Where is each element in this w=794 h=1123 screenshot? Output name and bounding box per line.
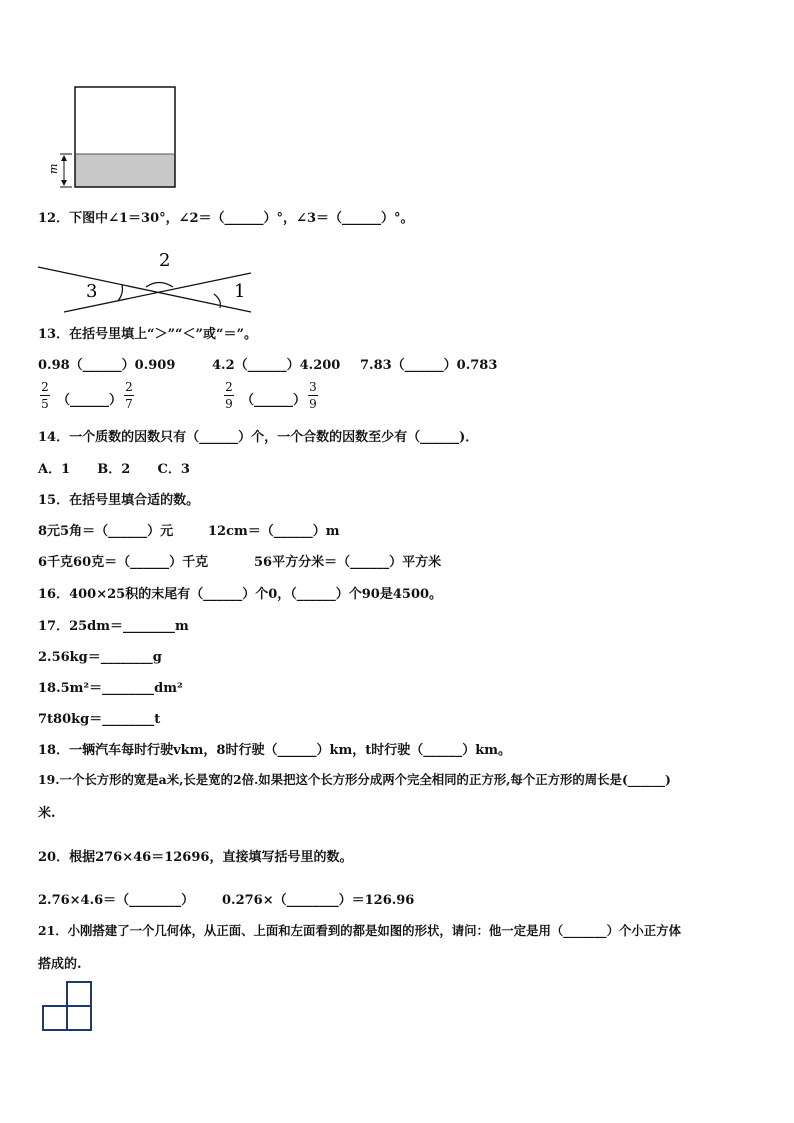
angle-figure (36, 245, 256, 315)
q13-item-3: 7.83（______）0.783 (360, 358, 498, 373)
q15-text: 15．在括号里填合适的数。 (38, 493, 200, 508)
q17-line-1: 17．25dm＝________m (38, 619, 189, 634)
fraction-2-7: 2 7 (125, 380, 133, 411)
q15-item-1: 8元5角＝（______）元 (38, 524, 174, 539)
square-bottom-left (43, 1006, 67, 1030)
fraction-3-9: 3 9 (309, 380, 317, 411)
q21-line-2: 搭成的. (38, 957, 82, 972)
angle-1-label: 1 (234, 281, 246, 302)
q20-item-1: 2.76×4.6＝（________） (38, 893, 195, 908)
container-figure (44, 82, 184, 194)
q14-options: A．1 B．2 C．3 (38, 462, 190, 477)
q17-line-3: 18.5m²＝________dm² (38, 681, 183, 696)
q13-blank-4: （______） (57, 393, 123, 408)
q19-line-1: 19.一个长方形的宽是a米,长是宽的2倍.如果把这个长方形分成两个完全相同的正方形,每个正方形的周长是(______) (38, 772, 671, 787)
q15-item-3: 6千克60克＝（______）千克 (38, 555, 209, 570)
water-fill (75, 154, 175, 187)
q13-item-1: 0.98（______）0.909 (38, 358, 176, 373)
q15-item-2: 12cm＝（______）m (208, 524, 340, 539)
fraction-2-5: 2 5 (41, 380, 49, 411)
q15-item-4: 56平方分米＝（______）平方米 (254, 555, 442, 570)
q20-text: 20．根据276×46＝12696，直接填写括号里的数。 (38, 850, 353, 865)
q14-text: 14．一个质数的因数只有（______）个，一个合数的因数至少有（______)． (38, 430, 479, 445)
q16-text: 16．400×25积的末尾有（______）个0，（______）个90是4500。 (38, 587, 443, 602)
q18-text: 18．一辆汽车每时行驶vkm，8时行驶（______）km，t时行驶（______）km。 (38, 743, 511, 758)
q13-text: 13．在括号里填上“＞”“＜”或“＝”。 (38, 327, 257, 342)
q21-line-1: 21．小刚搭建了一个几何体，从正面、上面和左面看到的都是如图的形状，请问：他一定是用（_______）个小正方体 (38, 923, 681, 938)
q19-line-2: 米. (38, 806, 56, 821)
fraction-2-9: 2 9 (225, 380, 233, 411)
angle-3-label: 3 (86, 281, 98, 302)
q12-text: 12．下图中∠1＝30°，∠2＝（______）°，∠3＝（______）°。 (38, 211, 414, 226)
angle-2-label: 2 (159, 250, 171, 271)
cube-view-figure (42, 980, 96, 1034)
q13-blank-5: （______） (241, 393, 307, 408)
q13-item-2: 4.2（______）4.200 (212, 358, 341, 373)
square-top (67, 982, 91, 1006)
q17-line-4: 7t80kg＝________t (38, 712, 161, 727)
height-label: m (47, 163, 60, 174)
q20-item-2: 0.276×（________）＝126.96 (222, 893, 415, 908)
q17-line-2: 2.56kg＝________g (38, 650, 162, 665)
square-bottom-right (67, 1006, 91, 1030)
